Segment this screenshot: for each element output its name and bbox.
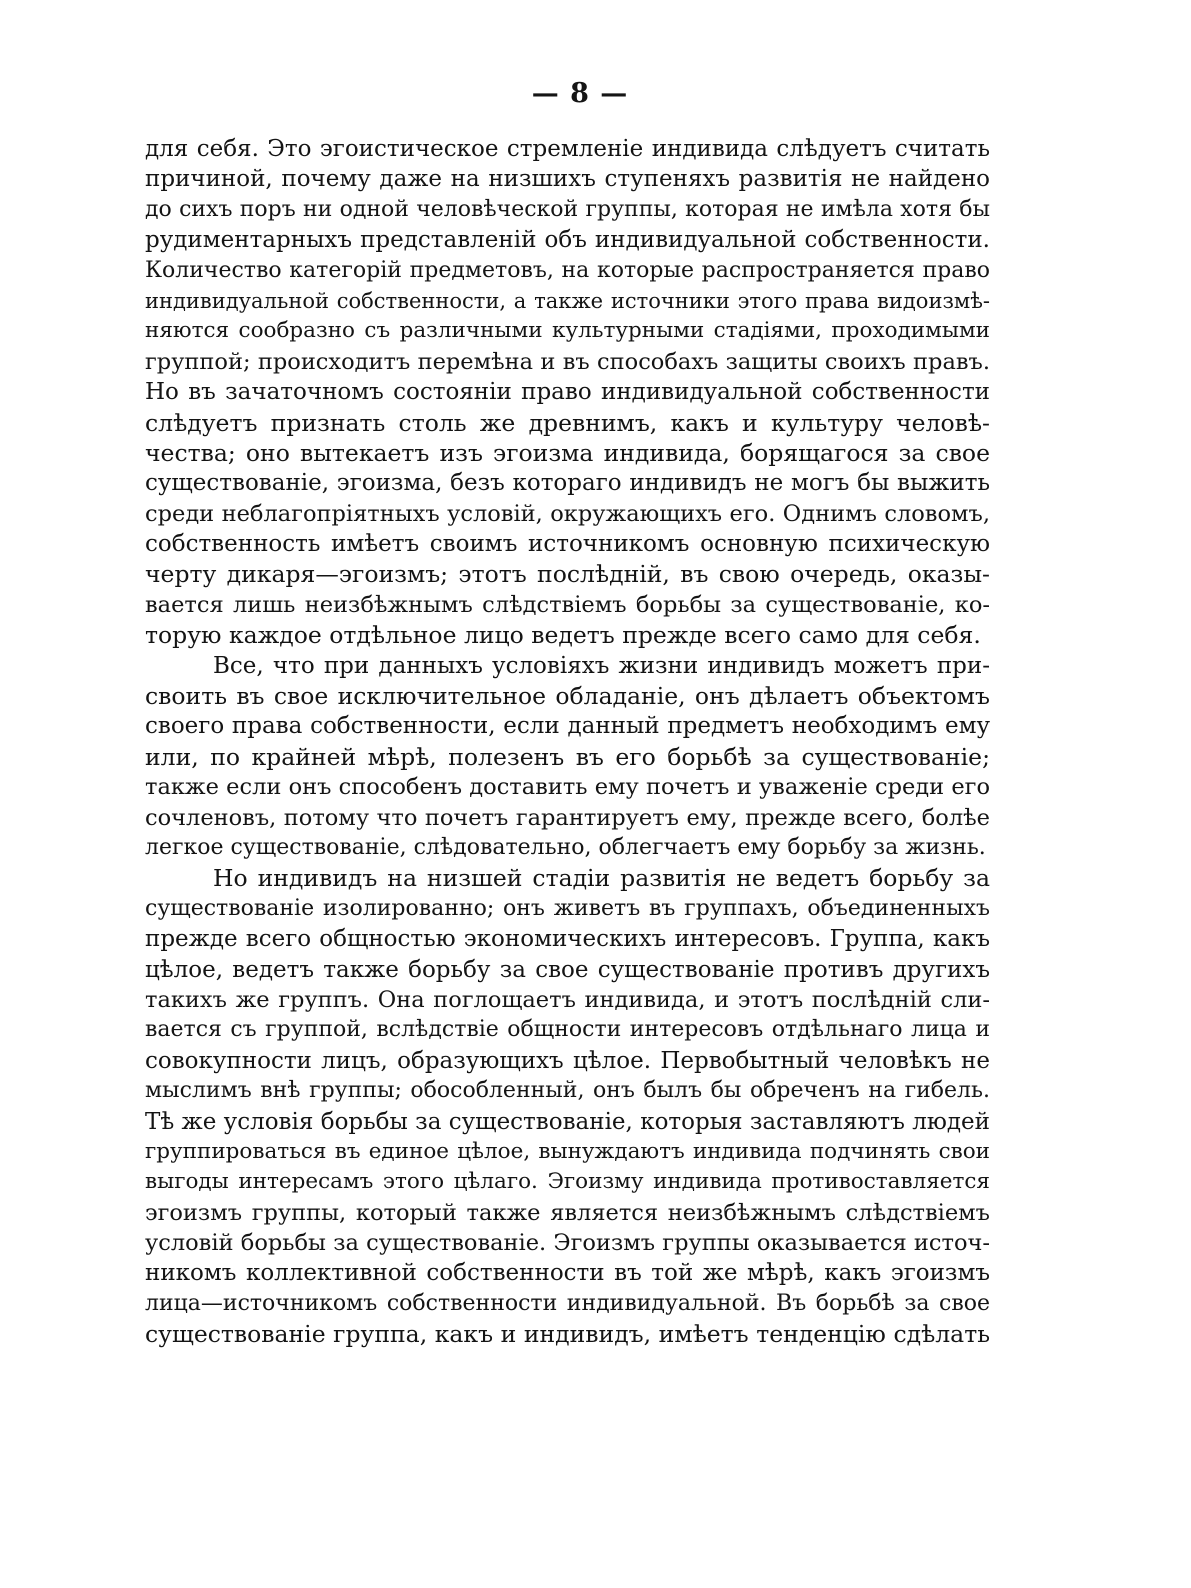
text-line: такихъ же группъ. Она поглощаетъ индивида, и этотъ послѣдній сли- bbox=[145, 986, 990, 1013]
text-line: Количество категорій предметовъ, на которые распространяется право bbox=[145, 257, 990, 283]
text-line: своего права собственности, если данный предметъ необходимъ ему bbox=[145, 713, 990, 740]
text-line: сочленовъ, потому что почетъ гарантируетъ ему, прежде всего, болѣе bbox=[145, 804, 990, 831]
text-line: также если онъ способенъ доставить ему почетъ и уваженіе среди его bbox=[145, 774, 990, 801]
text-line: Все, что при данныхъ условіяхъ жизни индивидъ можетъ при- bbox=[213, 652, 990, 679]
text-line: легкое существованіе, слѣдовательно, облегчаетъ ему борьбу за жизнь. bbox=[145, 834, 986, 860]
text-line: своить въ свое исключительное обладаніе, онъ дѣлаетъ объектомъ bbox=[145, 682, 990, 711]
text-line: вается лишь неизбѣжнымъ слѣдствіемъ борьбы за существованіе, ко- bbox=[145, 591, 990, 618]
text-line: существованіе изолированно; онъ живетъ въ группахъ, объединенныхъ bbox=[145, 895, 990, 921]
page-number: — 8 — bbox=[531, 78, 629, 109]
body-text bbox=[145, 134, 990, 1350]
text-line: существованіе, эгоизма, безъ котораго индивидъ не могъ бы выжить bbox=[145, 470, 990, 497]
text-line: условій борьбы за существованіе. Эгоизмъ группы оказывается источ- bbox=[145, 1230, 990, 1257]
text-line: цѣлое, ведетъ также борьбу за свое существованіе противъ другихъ bbox=[145, 956, 990, 983]
paragraph-1 bbox=[145, 134, 990, 651]
text-line: Но индивидъ на низшей стадіи развитія не ведетъ борьбу за bbox=[213, 864, 990, 893]
text-line: среди неблагопріятныхъ условій, окружающихъ его. Однимъ словомъ, bbox=[145, 500, 990, 527]
text-line: чества; оно вытекаетъ изъ эгоизма индивида, борящагося за свое bbox=[145, 438, 990, 467]
text-line: слѣдуетъ признать столь же древнимъ, какъ и культуру человѣ- bbox=[145, 408, 990, 437]
text-line: Тѣ же условія борьбы за существованіе, которыя заставляютъ людей bbox=[145, 1108, 990, 1135]
text-line: черту дикаря—эгоизмъ; этотъ послѣдній, въ свою очередь, оказы- bbox=[145, 560, 990, 589]
text-line: лица—источникомъ собственности индивидуальной. Въ борьбѣ за свое bbox=[145, 1290, 990, 1316]
text-line: индивидуальной собственности, а также источники этого права видоизмѣ- bbox=[145, 288, 990, 313]
text-line: рудиментарныхъ представленій объ индивидуальной собственности. bbox=[145, 227, 990, 254]
text-line: до сихъ поръ ни одной человѣческой группы, которая не имѣла хотя бы bbox=[145, 196, 990, 222]
text-line: мыслимъ внѣ группы; обособленный, онъ былъ бы обреченъ на гибель. bbox=[145, 1078, 990, 1104]
text-line: Но въ зачаточномъ состояніи право индивидуальной собственности bbox=[145, 379, 990, 406]
text-line: для себя. Это эгоистическое стремленіе индивида слѣдуетъ считать bbox=[145, 136, 990, 162]
text-line: вается съ группой, вслѣдствіе общности интересовъ отдѣльнаго лица и bbox=[145, 1017, 990, 1043]
text-line: прежде всего общностью экономическихъ интересовъ. Группа, какъ bbox=[145, 926, 990, 953]
text-line: причиной, почему даже на низшихъ ступеняхъ развитія не найдено bbox=[145, 166, 990, 193]
text-line: эгоизмъ группы, который также является неизбѣжнымъ слѣдствіемъ bbox=[145, 1199, 990, 1226]
paragraph-3 bbox=[145, 863, 990, 1349]
text-line: собственность имѣетъ своимъ источникомъ основную психическую bbox=[145, 531, 990, 558]
text-line: существованіе группа, какъ и индивидъ, имѣетъ тенденцію сдѣлать bbox=[145, 1320, 990, 1349]
text-line: группой; происходитъ перемѣна и въ способахъ защиты своихъ правъ. bbox=[145, 348, 990, 375]
text-line: торую каждое отдѣльное лицо ведетъ прежде всего само для себя. bbox=[145, 621, 981, 650]
text-line: совокупности лицъ, образующихъ цѣлое. Первобытный человѣкъ не bbox=[145, 1047, 990, 1074]
text-line: или, по крайней мѣрѣ, полезенъ въ его борьбѣ за существованіе; bbox=[145, 742, 990, 771]
text-line: никомъ коллективной собственности въ той же мѣрѣ, какъ эгоизмъ bbox=[145, 1260, 990, 1287]
paragraph-2 bbox=[145, 651, 990, 864]
text-line: выгоды интересамъ этого цѣлаго. Эгоизму индивида противоставляется bbox=[145, 1169, 990, 1195]
text-line: группироваться въ единое цѣлое, вынуждаютъ индивида подчинять свои bbox=[145, 1138, 990, 1164]
text-line: няются сообразно съ различными культурными стадіями, проходимыми bbox=[145, 318, 990, 344]
